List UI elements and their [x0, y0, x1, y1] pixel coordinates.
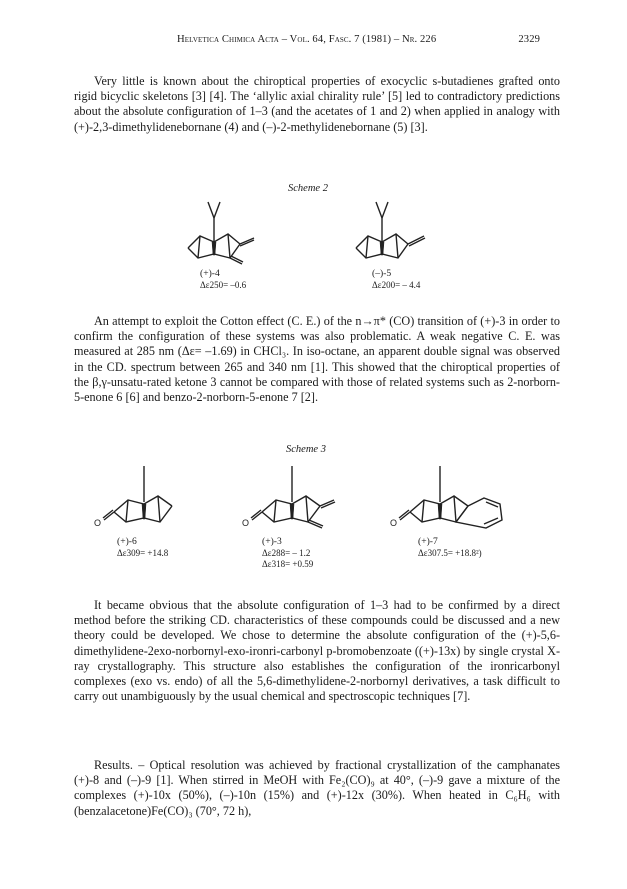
structure-7 [388, 462, 518, 534]
compound-3 [262, 536, 313, 571]
paragraph-absolute-configuration: It became obvious that the absolute configuration of 1–3 had to be confirmed by a direct method before the striking CD. characteristics of these compounds could be discussed and a new theory could be developed. We chose to determine the absolute configuration of the (+)-5,6-dimethylidene-2exo-norbornyl-exo-ironri-carbonyl p-bromobenzoate ((+)-13x) by single crystal X-ray crystallography. This structure also establishes the configuration of the ironricarbonyl complexes (exo vs. endo) of all the 5,6-dimethylidene-2-norbornyl derivatives, a task difficult to carry out unambiguously by the usual chemical and spectroscopic techniques [7]. [74, 598, 560, 704]
journal-title: Helvetica Chimica Acta – Vol. 64, Fasc. 7 (1981) – Nr. 226 [177, 34, 437, 45]
compound-7 [418, 536, 482, 559]
oxygen-label-6: O [94, 518, 102, 528]
structure-4 [178, 200, 288, 270]
structure-3 [240, 462, 350, 534]
page-number: 2329 [518, 34, 540, 45]
compound-3-id: (+)-3 [262, 536, 282, 547]
scheme-2-label: Scheme 2 [288, 183, 328, 194]
compound-4 [200, 268, 246, 291]
structure-5 [346, 200, 456, 270]
compound-5 [372, 268, 420, 291]
compound-6-id: (+)-6 [117, 536, 137, 547]
paragraph-intro: Very little is known about the chiroptical properties of exocyclic s-butadienes grafted onto rigid bicyclic skeletons [3] [4]. The ‘allylic axial chirality rule’ [5] led to contradictory predictions about the absolute configuration of 1–3 (and the acetates of 1 and 2) when applied in analogy with (+)-2,3-dimethylidenebornane (4) and (–)-2-methylidenebornane (5) [3]. [74, 74, 560, 134]
scheme-3-label: Scheme 3 [286, 444, 326, 455]
compound-3-cd2: Δε318= +0.59 [262, 559, 314, 570]
compound-5-cd: Δε200= – 4.4 [372, 279, 421, 290]
compound-4-cd: Δε250= –0.6 [200, 279, 247, 290]
compound-6 [117, 536, 168, 559]
compound-7-id: (+)-7 [418, 536, 438, 547]
compound-4-id: (+)-4 [200, 268, 220, 279]
paragraph-cotton-effect: An attempt to exploit the Cotton effect (C. E.) of the n→π* (CO) transition of (+)-3 in order to confirm the configuration of these systems was also problematic. A weak negative C. E. was measured at 285 nm (Δε= –1.69) in CHCl₃. In iso-octane, an apparent double signal was observed in the CD. spectrum between 265 and 340 nm [1]. This showed that the chiroptical properties of the β,γ-unsatu-rated ketone 3 cannot be compared with those of related systems such as 2-norborn-5-enone 6 [6] and benzo-2-norborn-5-enone 7 [2]. [74, 314, 560, 405]
structure-6 [92, 462, 202, 534]
oxygen-label-3: O [242, 518, 250, 528]
oxygen-label-7: O [390, 518, 398, 528]
compound-6-cd: Δε309= +14.8 [117, 547, 169, 558]
compound-7-cd: Δε307.5= +18.8²) [418, 547, 482, 558]
compound-5-id: (–)-5 [372, 268, 392, 279]
compound-3-cd: Δε288= – 1.2 [262, 547, 311, 558]
paragraph-results: Results. – Optical resolution was achieved by fractional crystallization of the camphanates (+)-8 and (–)-9 [1]. When stirred in MeOH with Fe₂(CO)₉ at 40°, (–)-9 gave a mixture of the complexes (+)-10x (50%), (–)-10n (15%) and (+)-12x (30%). When heated in C₆H₆ with (benzalacetone)Fe(CO)₃ (70°, 72 h), [74, 758, 560, 818]
